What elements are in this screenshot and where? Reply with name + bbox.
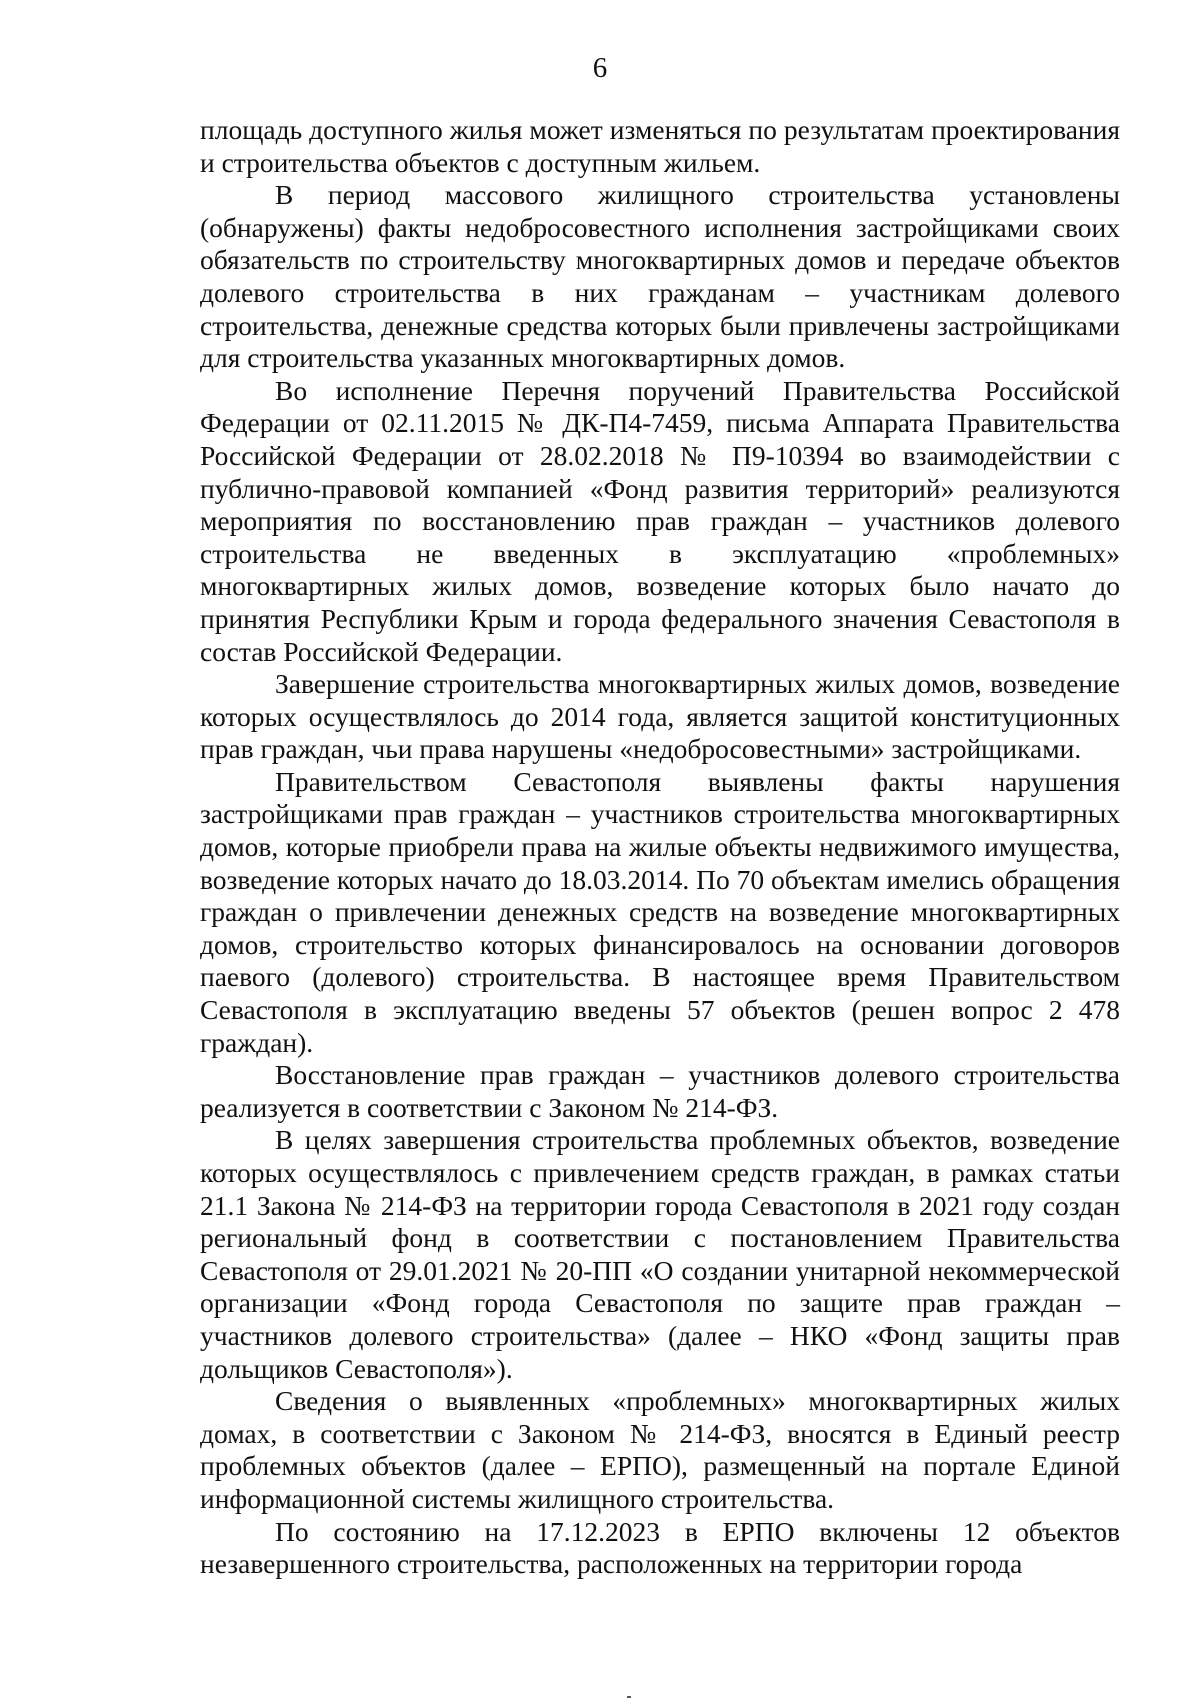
- paragraph-completion-constitutional-rights: Завершение строительства многоквартирных жилых домов, возведение которых осуществлялось до 2014 года, является защитой конституционных прав граждан, чьи права нарушены «недобросовестными» застройщиками.: [200, 668, 1120, 765]
- paragraph-erpo-status: По состоянию на 17.12.2023 в ЕРПО включены 12 объектов незавершенного строительства, расположенных на территории города: [200, 1515, 1120, 1580]
- document-body: [200, 114, 1120, 1581]
- scan-artifact: [627, 1696, 631, 1698]
- paragraph-regional-fund: В целях завершения строительства проблемных объектов, возведение которых осуществлялось с привлечением средств граждан, в рамках статьи 21.1 Закона № 214-ФЗ на территории города Севастополя в 2021 году создан региональный фонд в соответствии с постановлением Правительства Севастополя от 29.01.2021 № 20-ПП «О создании унитарной некоммерческой организации «Фонд города Севастополя по защите прав граждан – участников долевого строительства» (далее – НКО «Фонд защиты прав дольщиков Севастополя»).: [200, 1124, 1120, 1384]
- paragraph-violations-identified: Правительством Севастополя выявлены факты нарушения застройщиками прав граждан – участников строительства многоквартирных домов, которые приобрели права на жилые объекты недвижимого имущества, возведение которых начато до 18.03.2014. По 70 объектам имелись обращения граждан о привлечении денежных средств на возведение многоквартирных домов, строительство которых финансировалось на основании договоров паевого (долевого) строительства. В настоящее время Правительством Севастополя в эксплуатацию введены 57 объектов (решен вопрос 2 478 граждан).: [200, 765, 1120, 1058]
- paragraph-erpo-registry: Сведения о выявленных «проблемных» многоквартирных жилых домах, в соответствии с Законом № 214-ФЗ, вносятся в Единый реестр проблемных объектов (далее – ЕРПО), размещенный на портале Единой информационной системы жилищного строительства.: [200, 1385, 1120, 1514]
- paragraph-mass-construction: В период массового жилищного строительства установлены (обнаружены) факты недобросовестного исполнения застройщиками своих обязательств по строительству многоквартирных домов и передаче объектов долевого строительства в них гражданам – участникам долевого строительства, денежные средства которых были привлечены застройщиками для строительства указанных многоквартирных домов.: [200, 179, 1120, 374]
- page-number: 6: [592, 52, 608, 84]
- paragraph-government-instructions: Во исполнение Перечня поручений Правительства Российской Федерации от 02.11.2015 № ДК-П4-7459, письма Аппарата Правительства Российской Федерации от 28.02.2018 № П9-10394 во взаимодействии с публично-правовой компанией «Фонд развития территорий» реализуются мероприятия по восстановлению прав граждан – участников долевого строительства не введенных в эксплуатацию «проблемных» многоквартирных жилых домов, возведение которых было начато до принятия Республики Крым и города федерального значения Севастополя в состав Российской Федерации.: [200, 374, 1120, 667]
- paragraph-1-continuation: площадь доступного жилья может изменяться по результатам проектирования и строительства объектов с доступным жильем.: [200, 114, 1120, 178]
- paragraph-rights-restoration: Восстановление прав граждан – участников долевого строительства реализуется в соответствии с Законом № 214-ФЗ.: [200, 1059, 1120, 1123]
